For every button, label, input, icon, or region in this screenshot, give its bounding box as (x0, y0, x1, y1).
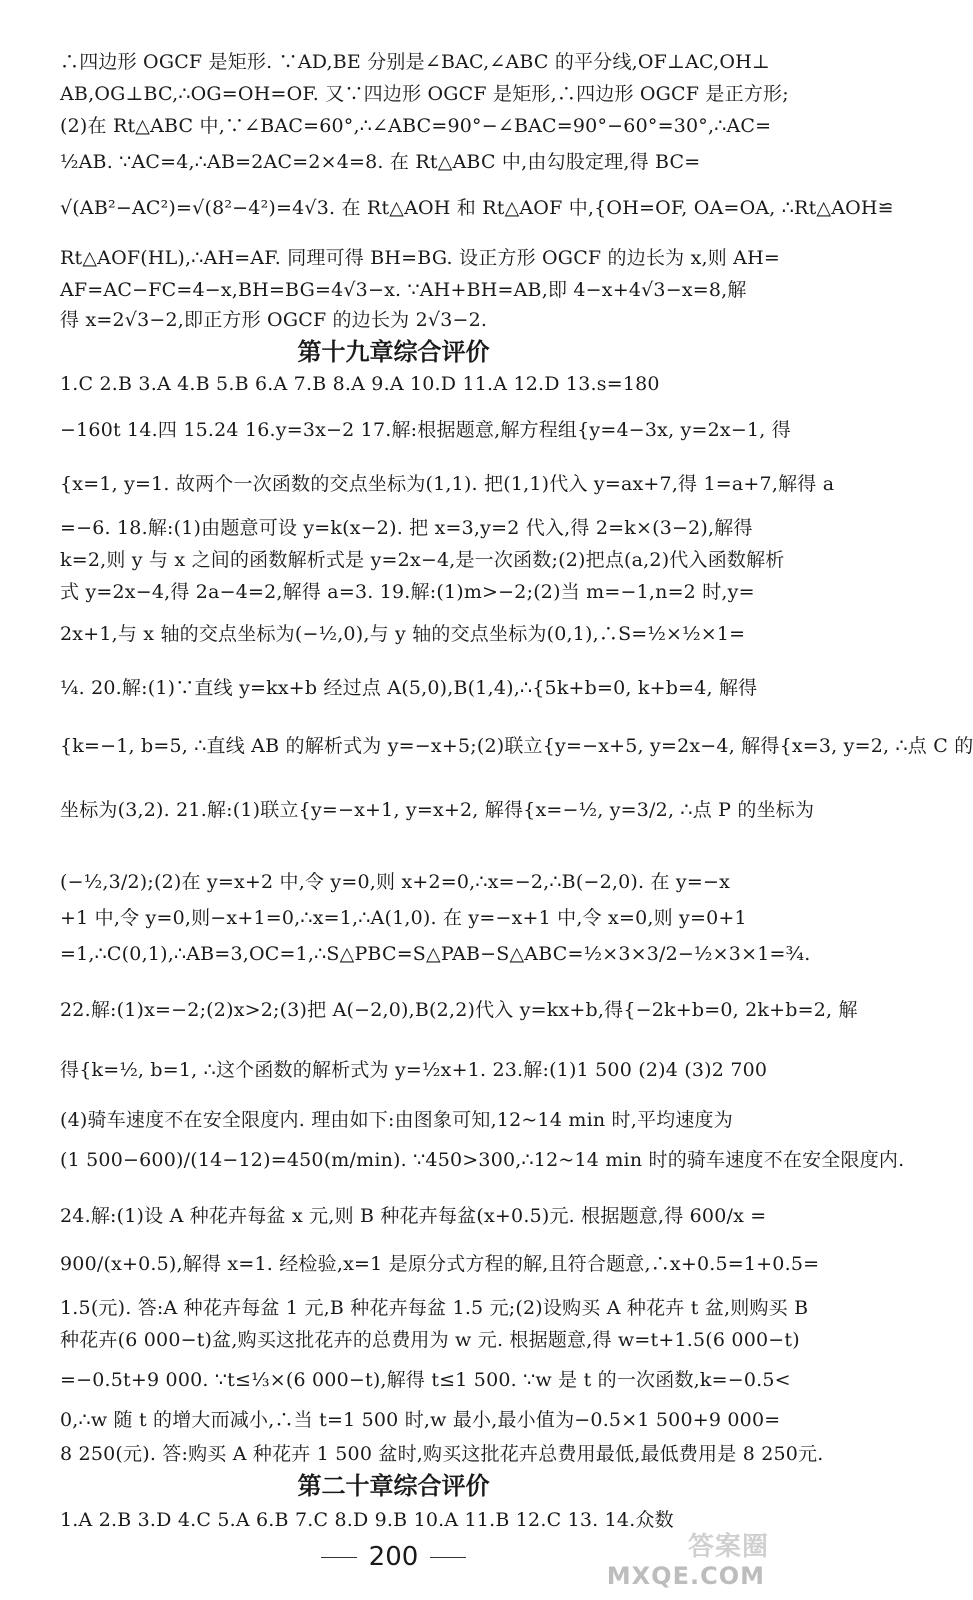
answer-line: 0,∴w 随 t 的增大而减小,∴当 t=1 500 时,w 最小,最小值为−0.5×1 500+9 000= (60, 1409, 781, 1431)
answer-line: ∴四边形 OGCF 是矩形. ∵AD,BE 分别是∠BAC,∠ABC 的平分线,OF⊥AC,OH⊥ (60, 51, 770, 73)
answer-line: 900/(x+0.5),解得 x=1. 经检验,x=1 是原分式方程的解,且符合题意,∴x+0.5=1+0.5= (60, 1253, 820, 1275)
answer-line: 式 y=2x−4,得 2a−4=2,解得 a=3. 19.解:(1)m>−2;(2)当 m=−1,n=2 时,y= (60, 581, 755, 603)
answer-line: (4)骑车速度不在安全限度内. 理由如下:由图象可知,12~14 min 时,平均速度为 (60, 1109, 733, 1131)
chapter-19-heading: 第十九章综合评价 (297, 338, 490, 366)
watermark-text: 答案圈 (687, 1532, 769, 1562)
answer-line: =−6. 18.解:(1)由题意可设 y=k(x−2). 把 x=3,y=2 代入,得 2=k×(3−2),解得 (60, 517, 753, 539)
answer-line: k=2,则 y 与 x 之间的函数解析式是 y=2x−4,是一次函数;(2)把点(a,2)代入函数解析 (60, 549, 785, 571)
answer-line: (2)在 Rt△ABC 中,∵∠BAC=60°,∴∠ABC=90°−∠BAC=90°−60°=30°,∴AC= (60, 115, 772, 137)
answer-line: Rt△AOF(HL),∴AH=AF. 同理可得 BH=BG. 设正方形 OGCF 的边长为 x,则 AH= (60, 247, 780, 269)
answer-line: ½AB. ∵AC=4,∴AB=2AC=2×4=8. 在 Rt△ABC 中,由勾股定理,得 BC= (60, 151, 701, 173)
answer-line: 1.C 2.B 3.A 4.B 5.B 6.A 7.B 8.A 9.A 10.D 11.A 12.D 13.s=180 (60, 373, 660, 395)
answer-line: 1.5(元). 答:A 种花卉每盆 1 元,B 种花卉每盆 1.5 元;(2)设购买 A 种花卉 t 盆,则购买 B (60, 1297, 809, 1319)
answer-line: (1 500−600)/(14−12)=450(m/min). ∵450>300,∴12~14 min 时的骑车速度不在安全限度内. (60, 1149, 905, 1171)
answer-line: 种花卉(6 000−t)盆,购买这批花卉的总费用为 w 元. 根据题意,得 w=t+1.5(6 000−t) (60, 1329, 800, 1351)
answer-line: 2x+1,与 x 轴的交点坐标为(−½,0),与 y 轴的交点坐标为(0,1),∴S=½×½×1= (60, 623, 746, 645)
answer-line: =1,∴C(0,1),∴AB=3,OC=1,∴S△PBC=S△PAB−S△ABC=½×3×3/2−½×3×1=¾. (60, 943, 811, 965)
footer-dash-left (321, 1557, 357, 1558)
answer-line: ¼. 20.解:(1)∵直线 y=kx+b 经过点 A(5,0),B(1,4),∴{5k+b=0, k+b=4, 解得 (60, 677, 758, 699)
answer-line: 坐标为(3,2). 21.解:(1)联立{y=−x+1, y=x+2, 解得{x=−½, y=3/2, ∴点 P 的坐标为 (60, 799, 815, 821)
answer-line: 24.解:(1)设 A 种花卉每盆 x 元,则 B 种花卉每盆(x+0.5)元. 根据题意,得 600/x = (60, 1205, 767, 1227)
answer-line: 8 250(元). 答:购买 A 种花卉 1 500 盆时,购买这批花卉总费用最低,最低费用是 8 250元. (60, 1443, 824, 1465)
chapter-20-heading: 第二十章综合评价 (297, 1472, 490, 1500)
answer-line: √(AB²−AC²)=√(8²−4²)=4√3. 在 Rt△AOH 和 Rt△AOF 中,{OH=OF, OA=OA, ∴Rt△AOH≌ (60, 197, 894, 219)
answer-line: {x=1, y=1. 故两个一次函数的交点坐标为(1,1). 把(1,1)代入 y=ax+7,得 1=a+7,解得 a (60, 473, 835, 495)
page-number-text: 200 (368, 1542, 419, 1572)
answer-line: 1.A 2.B 3.D 4.C 5.A 6.B 7.C 8.D 9.B 10.A 11.B 12.C 13. 14.众数 (60, 1509, 674, 1531)
watermark-url: MXQE.COM (606, 1562, 765, 1590)
answer-line: +1 中,令 y=0,则−x+1=0,∴x=1,∴A(1,0). 在 y=−x+1 中,令 x=0,则 y=0+1 (60, 907, 747, 929)
answer-line: 得 x=2√3−2,即正方形 OGCF 的边长为 2√3−2. (60, 309, 488, 331)
answer-line: −160t 14.四 15.24 16.y=3x−2 17.解:根据题意,解方程组{y=4−3x, y=2x−1, 得 (60, 419, 791, 441)
answer-line: 22.解:(1)x=−2;(2)x>2;(3)把 A(−2,0),B(2,2)代入 y=kx+b,得{−2k+b=0, 2k+b=2, 解 (60, 999, 858, 1021)
answer-line: {k=−1, b=5, ∴直线 AB 的解析式为 y=−x+5;(2)联立{y=−x+5, y=2x−4, 解得{x=3, y=2, ∴点 C 的 (60, 735, 973, 757)
watermark-logo (599, 1532, 769, 1592)
answer-line: AB,OG⊥BC,∴OG=OH=OF. 又∵四边形 OGCF 是矩形,∴四边形 OGCF 是正方形; (60, 83, 789, 105)
answer-line: AF=AC−FC=4−x,BH=BG=4√3−x. ∵AH+BH=AB,即 4−x+4√3−x=8,解 (60, 279, 747, 301)
answer-line: 得{k=½, b=1, ∴这个函数的解析式为 y=½x+1. 23.解:(1)1 500 (2)4 (3)2 700 (60, 1059, 768, 1081)
answer-line: =−0.5t+9 000. ∵t≤⅓×(6 000−t),解得 t≤1 500. ∵w 是 t 的一次函数,k=−0.5< (60, 1369, 791, 1391)
answer-line: (−½,3/2);(2)在 y=x+2 中,令 y=0,则 x+2=0,∴x=−2,∴B(−2,0). 在 y=−x (60, 871, 731, 893)
footer-dash-right (430, 1557, 466, 1558)
